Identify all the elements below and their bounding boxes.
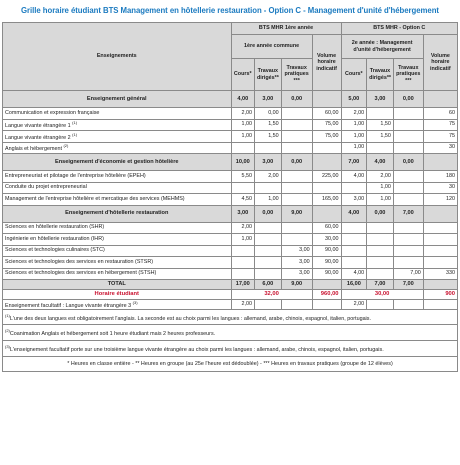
total-label: TOTAL [3,280,232,290]
cell-td2: 1,00 [367,194,394,206]
subject-text: Conduite du projet entrepreneurial [5,184,87,191]
subject-text: Entrepreneuriat et pilotage de l'entreprise hôtelière (EPEH) [5,172,146,179]
note-1 [3,310,458,325]
header-cours-1: Cours* [231,59,254,91]
empty-cell [393,300,423,310]
cell-td2: 4,00 [367,154,394,171]
section-label [3,91,232,108]
empty-cell [255,300,282,310]
note-2-text: Coanimation Anglais et hébergement soit 1 heure étudiant mais 2 heures professeurs. [9,330,216,337]
cell-td2 [367,108,394,120]
legend-row [3,357,458,372]
cell-tp2 [393,245,423,257]
cell-tp2 [393,131,423,143]
cell-tp1: 3,00 [281,245,312,257]
cell-tp1 [281,182,312,194]
cell-tp1: 3,00 [281,268,312,280]
cell-td2 [367,222,394,234]
cell-tp1 [281,119,312,131]
subject-label [3,257,232,269]
cell-v2: 30 [423,142,457,154]
cell-v1 [312,142,341,154]
note-1-sup: (1) [5,312,10,318]
cell-v2: 180 [423,171,457,183]
cell-c1: 1,00 [231,234,254,246]
cell-v2 [423,257,457,269]
facultatif-label [3,300,232,310]
cell-c1: 5,50 [231,171,254,183]
empty-cell [367,300,394,310]
note-1-text: L'une des deux langues est obligatoirement l'anglais. La seconde est au choix parmi les langues : allemand, arabe, chinois, espagnol, italien, portugais. [9,315,371,322]
cell-tp1: 0,00 [281,154,312,171]
header-td-1: Travaux dirigés** [255,59,282,91]
schedule-table [2,22,458,372]
cell-c2: 1,00 [341,119,367,131]
subject-text: Enseignement d'hôtellerie restauration [65,210,169,217]
table-row [3,268,458,280]
subject-label [3,182,232,194]
subject-text: Sciences et technologies des services en hébergement (STSH) [5,270,157,277]
subject-text: Langue vivante étrangère 2 [5,134,71,141]
cell-tp1: 3,00 [281,257,312,269]
cell-tp2: 0,00 [393,91,423,108]
cell-c2: 2,00 [341,108,367,120]
cell-v2 [423,154,457,171]
table-row [3,182,458,194]
header-tp-2: Travaux pratiques *** [393,59,423,91]
cell-td1 [255,182,282,194]
cell-tp2: 7,00 [393,205,423,222]
cell-td2: 1,50 [367,131,394,143]
section-label [3,205,232,222]
cell-v1 [312,182,341,194]
section-row [3,205,458,222]
cell-td1: 3,00 [255,154,282,171]
cell-v2: 120 [423,194,457,206]
subject-text: Sciences et technologies culinaires (STC) [5,247,105,254]
cell-v1 [312,91,341,108]
total-tp-1: 9,00 [281,280,312,290]
cell-v1 [312,205,341,222]
cell-td1 [255,222,282,234]
cell-tp2 [393,142,423,154]
table-row [3,257,458,269]
cell-c2: 4,00 [341,205,367,222]
horaire-etudiant-row [3,290,458,300]
note-row-3 [3,341,458,357]
cell-v1: 75,00 [312,131,341,143]
cell-tp1 [281,171,312,183]
table-row [3,171,458,183]
hours-legend: * Heures en classe entière - ** Heures en groupe (au 25e l'heure est dédoublée) - *** Heures en travaux pratiques (groupe de 12 élèves) [3,357,458,372]
cell-c2: 3,00 [341,194,367,206]
table-row [3,131,458,143]
cell-tp2 [393,171,423,183]
cell-tp1 [281,131,312,143]
cell-c2 [341,234,367,246]
section-label [3,154,232,171]
cell-v1 [312,154,341,171]
cell-td1 [255,268,282,280]
footnote-ref: (1) [72,131,78,137]
cell-v2 [423,222,457,234]
horaire-volume-2: 900 [423,290,457,300]
cell-td2 [367,245,394,257]
cell-tp2 [393,194,423,206]
cell-c1 [231,257,254,269]
cell-v1: 75,00 [312,119,341,131]
cell-td2 [367,142,394,154]
table-row [3,142,458,154]
cell-c1: 1,00 [231,119,254,131]
header-option-c: BTS MHR - Option C [341,23,457,35]
total-row [3,280,458,290]
cell-td2: 1,00 [367,182,394,194]
table-row [3,245,458,257]
header-enseignements: Enseignements [3,23,232,91]
cell-v1: 165,00 [312,194,341,206]
cell-v2 [423,245,457,257]
facultatif-cours-2: 2,00 [341,300,367,310]
cell-v2 [423,91,457,108]
cell-tp1 [281,194,312,206]
total-cours-2: 16,00 [341,280,367,290]
cell-td1: 1,00 [255,194,282,206]
subject-text: Sciences en hôtellerie restauration (SHR) [5,224,105,231]
cell-c2: 4,00 [341,171,367,183]
note-2-sup: (2) [5,328,10,334]
cell-tp1 [281,108,312,120]
cell-v2 [423,234,457,246]
cell-c2: 1,00 [341,142,367,154]
cell-td2 [367,268,394,280]
cell-td1: 3,00 [255,91,282,108]
cell-tp2 [393,234,423,246]
cell-v2: 75 [423,119,457,131]
cell-tp1 [281,222,312,234]
cell-tp2 [393,108,423,120]
cell-v1: 90,00 [312,257,341,269]
subject-label [3,142,232,154]
cell-c1 [231,142,254,154]
facultatif-sup: (3) [132,300,138,305]
subject-label [3,119,232,131]
facultatif-cours-1: 2,00 [231,300,254,310]
header-year2-management: 2e année : Management d'unité d'hébergement [341,35,423,59]
cell-c1: 4,00 [231,91,254,108]
subject-text: Enseignement d'économie et gestion hôtelière [55,158,179,165]
cell-c2: 1,00 [341,131,367,143]
cell-v2: 60 [423,108,457,120]
cell-v1: 60,00 [312,108,341,120]
cell-tp1: 0,00 [281,91,312,108]
table-row [3,234,458,246]
subject-text: Sciences et technologies des services en restauration (STSR) [5,258,154,265]
cell-c2: 7,00 [341,154,367,171]
cell-c2 [341,257,367,269]
footnote-ref: (2) [63,143,69,149]
cell-c1: 1,00 [231,131,254,143]
cell-tp2: 7,00 [393,268,423,280]
footnote-ref: (1) [72,120,78,126]
cell-c1: 3,00 [231,205,254,222]
cell-c1: 10,00 [231,154,254,171]
cell-td1: 1,50 [255,119,282,131]
table-row [3,194,458,206]
table-body [3,91,458,372]
cell-v1: 90,00 [312,245,341,257]
cell-td2 [367,257,394,269]
cell-c2: 5,00 [341,91,367,108]
cell-td1: 2,00 [255,171,282,183]
empty-cell [423,300,457,310]
cell-v2: 330 [423,268,457,280]
cell-tp2 [393,119,423,131]
cell-c2 [341,182,367,194]
header-tp-1: Travaux pratiques *** [281,59,312,91]
cell-tp1 [281,142,312,154]
subject-label [3,234,232,246]
subject-text: Ingénierie en hôtellerie restauration (IHR) [5,235,104,242]
cell-v2: 30 [423,182,457,194]
cell-td2: 2,00 [367,171,394,183]
cell-tp2 [393,182,423,194]
cell-c2 [341,222,367,234]
header-td-2: Travaux dirigés** [367,59,394,91]
note-2 [3,325,458,341]
subject-text: Enseignement général [86,95,147,102]
subject-label [3,171,232,183]
cell-tp1 [281,234,312,246]
subject-label [3,222,232,234]
cell-tp2 [393,222,423,234]
total-td-2: 7,00 [367,280,394,290]
horaire-hours-1: 32,00 [231,290,312,300]
table-header [3,23,458,91]
page-title: Grille horaire étudiant BTS Management en hôtellerie restauration - Option C - Management d'unité d'hébergement [21,6,439,15]
header-year1: BTS MHR 1ère année [231,23,341,35]
cell-tp2 [393,257,423,269]
facultatif-text: Enseignement facultatif : Langue vivante étrangère 3 [5,302,132,309]
note-3-text: L'enseignement facultatif porte sur une troisième langue vivante étrangère au choix parmi les langues : allemand, arabe, chinois, espagnol, italien, portugais. [9,346,384,353]
cell-tp2: 0,00 [393,154,423,171]
subject-label [3,268,232,280]
cell-td1 [255,245,282,257]
empty-cell [281,300,312,310]
table-row [3,119,458,131]
section-row [3,154,458,171]
cell-c1: 4,50 [231,194,254,206]
subject-text: Communication et expression française [5,109,100,116]
table-row [3,108,458,120]
cell-td1 [255,142,282,154]
cell-td1 [255,257,282,269]
cell-tp1: 9,00 [281,205,312,222]
cell-td2: 3,00 [367,91,394,108]
header-year1-common: 1ère année commune [231,35,312,59]
total-td-1: 6,00 [255,280,282,290]
cell-c2: 4,00 [341,268,367,280]
total-volume-2 [423,280,457,290]
cell-td1: 0,00 [255,108,282,120]
table-row [3,222,458,234]
cell-c1: 2,00 [231,108,254,120]
header-volume-2: Volume horaire indicatif [423,35,457,91]
subject-text: Management de l'entreprise hôtelière et mercatique des services (MEHMS) [5,195,185,202]
cell-td1: 0,00 [255,205,282,222]
cell-c1 [231,245,254,257]
horaire-volume-1: 960,00 [312,290,341,300]
subject-text: Langue vivante étrangère 1 [5,122,71,129]
header-volume-1: Volume horaire indicatif [312,35,341,91]
note-3-sup: (3) [5,344,10,350]
subject-label [3,245,232,257]
cell-c1 [231,182,254,194]
cell-td2: 0,00 [367,205,394,222]
subject-text: Anglais et hébergement [5,145,62,152]
note-3 [3,341,458,357]
cell-td2: 1,50 [367,119,394,131]
cell-c1: 2,00 [231,222,254,234]
cell-v2 [423,205,457,222]
cell-c1 [231,268,254,280]
subject-label [3,194,232,206]
empty-cell [312,300,341,310]
total-cours-1: 17,00 [231,280,254,290]
header-cours-2: Cours* [341,59,367,91]
cell-td2 [367,234,394,246]
horaire-hours-2: 30,00 [341,290,423,300]
cell-v1: 225,00 [312,171,341,183]
note-row-2 [3,325,458,341]
facultatif-row [3,300,458,310]
cell-td1: 1,50 [255,131,282,143]
horaire-label: Horaire étudiant [3,290,232,300]
subject-label [3,108,232,120]
cell-v1: 30,00 [312,234,341,246]
total-tp-2: 7,00 [393,280,423,290]
cell-c2 [341,245,367,257]
cell-td1 [255,234,282,246]
cell-v1: 90,00 [312,268,341,280]
section-row [3,91,458,108]
total-volume-1 [312,280,341,290]
cell-v1: 60,00 [312,222,341,234]
cell-v2: 75 [423,131,457,143]
note-row-1 [3,310,458,325]
subject-label [3,131,232,143]
